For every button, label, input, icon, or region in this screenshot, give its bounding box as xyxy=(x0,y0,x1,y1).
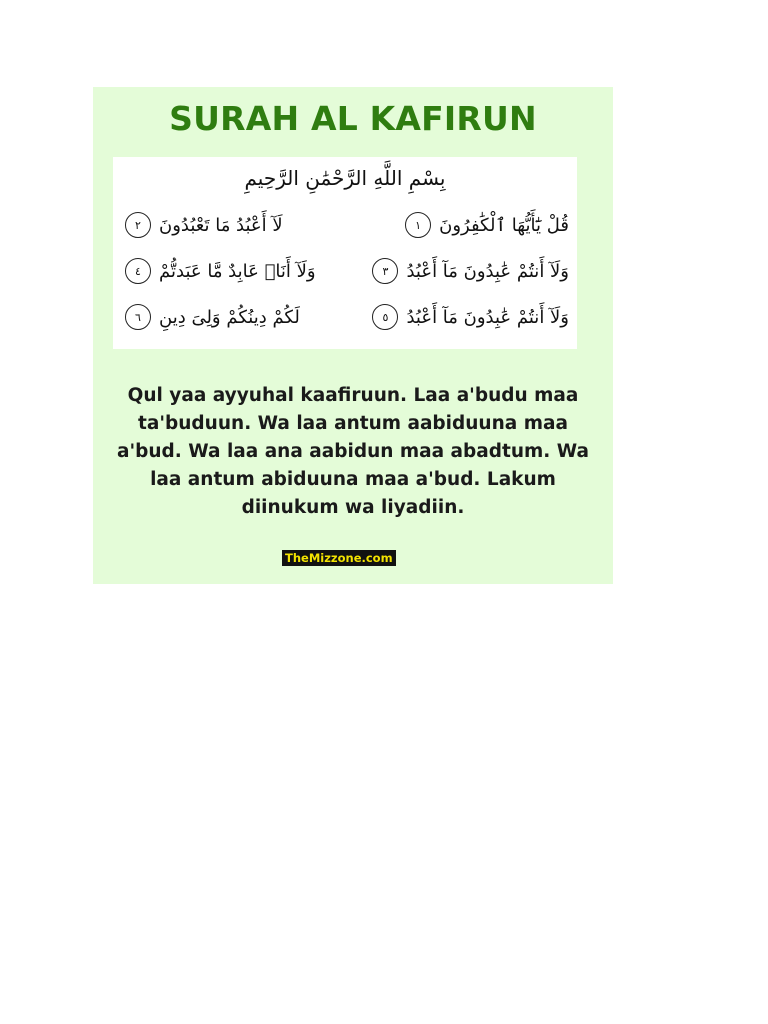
verse xyxy=(121,304,300,330)
arabic-verses-panel xyxy=(113,157,577,349)
site-watermark-badge: TheMizzone.com xyxy=(282,550,396,566)
verse-number-marker: ٢ xyxy=(125,212,151,238)
verse-number-marker: ٣ xyxy=(372,258,398,284)
verse-number-marker: ٤ xyxy=(125,258,151,284)
verse-text: وَلَآ أَنتُمْ عَٰبِدُونَ مَآ أَعْبُدُ xyxy=(406,306,569,328)
verse-number-marker: ٦ xyxy=(125,304,151,330)
verse-text: وَلَآ أَنتُمْ عَٰبِدُونَ مَآ أَعْبُدُ xyxy=(406,260,569,282)
arabic-line xyxy=(121,251,569,291)
verse xyxy=(121,212,283,238)
basmala: بِسْمِ اللَّهِ الرَّحْمَٰنِ الرَّحِيمِ xyxy=(244,166,446,190)
verse-number-marker: ١ xyxy=(405,212,431,238)
verse xyxy=(121,258,316,284)
arabic-line xyxy=(121,297,569,337)
verse-text: وَلَآ أَنَا۠ عَابِدٌ مَّا عَبَدتُّمْ xyxy=(159,260,316,282)
verse xyxy=(401,212,569,238)
verse-number-marker: ٥ xyxy=(372,304,398,330)
arabic-line xyxy=(121,205,569,245)
surah-card xyxy=(93,87,613,584)
verse-text: لَكُمْ دِينُكُمْ وَلِىَ دِينِ xyxy=(159,306,300,328)
verse xyxy=(368,258,569,284)
page-title: SURAH AL KAFIRUN xyxy=(169,99,537,138)
verse-text: قُلْ يَٰٓأَيُّهَا ٱلْكَٰفِرُونَ xyxy=(439,214,569,236)
transliteration-text: Qul yaa ayyuhal kaafiruun. Laa a'budu maa ta'buduun. Wa laa antum aabiduuna maa a'bud. Wa laa ana aabidun maa abadtum. Wa laa antum abiduuna maa a'bud. Lakum diinukum wa liyadiin. xyxy=(117,385,589,518)
verse-text: لَآ أَعْبُدُ مَا تَعْبُدُونَ xyxy=(159,214,283,236)
verse xyxy=(368,304,569,330)
